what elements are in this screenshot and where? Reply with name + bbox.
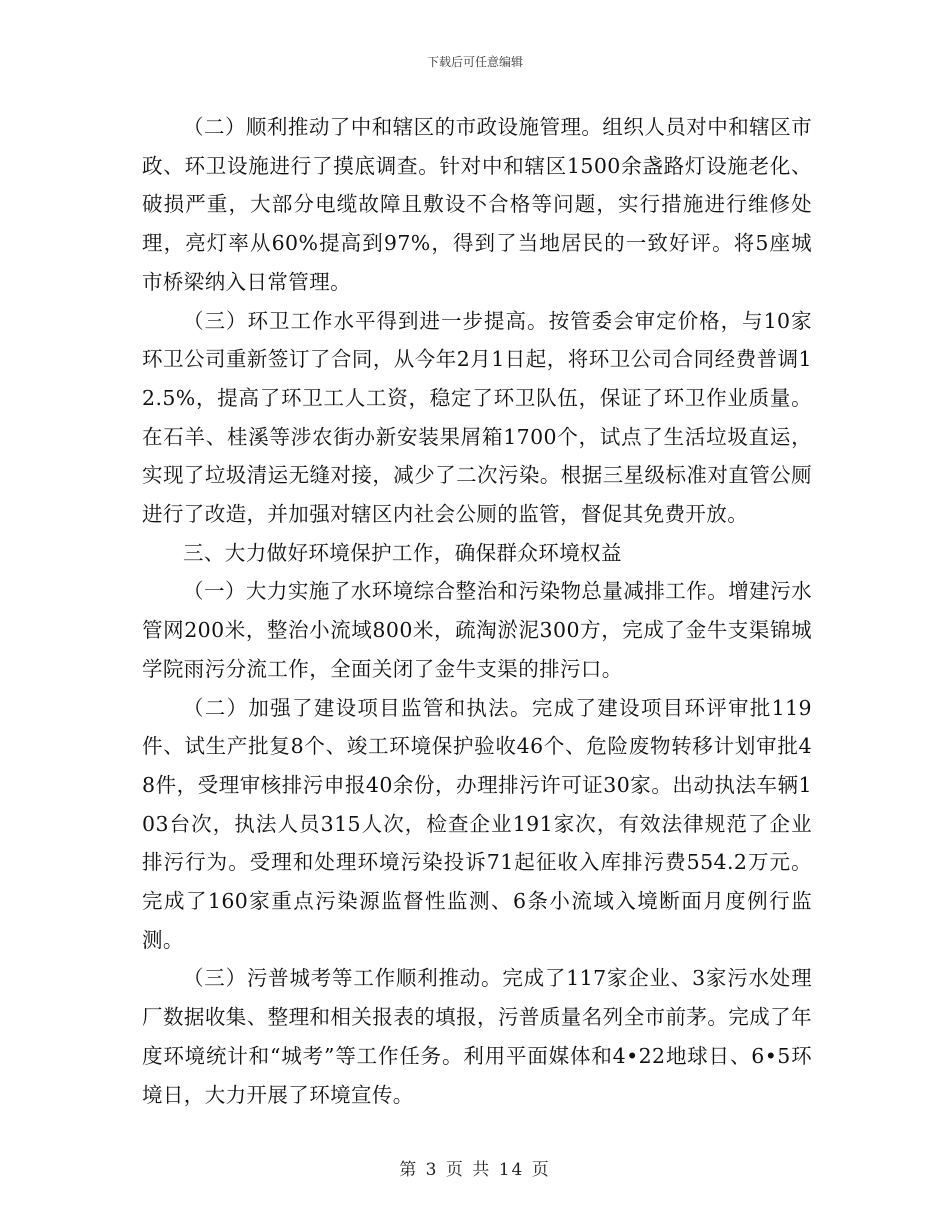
page-number: 3 bbox=[425, 1160, 439, 1180]
footer-suffix: 页 bbox=[531, 1160, 551, 1180]
paragraph: （三）环卫工作水平得到进一步提高。按管委会审定价格，与10家环卫公司重新签订了合同，从今年2月1日起，将环卫公司合同经费普调12.5%，提高了环卫工人工资，稳定了环卫队伍，保证了环卫作业质量。在石羊、桂溪等涉农街办新安装果屑箱1700个，试点了生活垃圾直运，实现了垃圾清运无缝对接，减少了二次污染。根据三星级标准对直管公厕进行了改造，并加强对辖区内社会公厕的监管，督促其免费开放。 bbox=[142, 308, 812, 527]
footer-prefix: 第 bbox=[399, 1160, 419, 1180]
footer-middle: 页 共 bbox=[445, 1160, 492, 1180]
document-body bbox=[142, 108, 812, 1114]
page-footer bbox=[0, 1155, 950, 1180]
total-pages: 14 bbox=[498, 1160, 525, 1180]
paragraph: （二）顺利推动了中和辖区的市政设施管理。组织人员对中和辖区市政、环卫设施进行了摸底调查。针对中和辖区1500余盏路灯设施老化、破损严重，大部分电缆故障且敷设不合格等问题，实行措施进行维修处理，亮灯率从60%提高到97%，得到了当地居民的一致好评。将5座城市桥梁纳入日常管理。 bbox=[142, 115, 812, 294]
paragraph: （二）加强了建设项目监管和执法。完成了建设项目环评审批119件、试生产批复8个、竣工环境保护验收46个、危险废物转移计划审批48件，受理审核排污申报40余份，办理排污许可证30家。出动执法车辆103台次，执法人员315人次，检查企业191家次，有效法律规范了企业排污行为。受理和处理环境污染投诉71起征收入库排污费554.2万元。完成了160家重点污染源监督性监测、6条小流域入境断面月度例行监测。 bbox=[142, 695, 812, 952]
paragraph: （三）污普城考等工作顺利推动。完成了117家企业、3家污水处理厂数据收集、整理和相关报表的填报，污普质量名列全市前茅。完成了年度环境统计和“城考”等工作任务。利用平面媒体和4•22地球日、6•5环境日，大力开展了环境宣传。 bbox=[142, 966, 812, 1107]
paragraph: （一）大力实施了水环境综合整治和污染物总量减排工作。增建污水管网200米，整治小流域800米，疏淘淤泥300方，完成了金牛支渠锦城学院雨污分流工作，全面关闭了金牛支渠的排污口。 bbox=[142, 579, 812, 681]
section-heading: 三、大力做好环境保护工作，确保群众环境权益 bbox=[183, 540, 622, 565]
page-header: 下载后可任意编辑 bbox=[426, 55, 523, 69]
